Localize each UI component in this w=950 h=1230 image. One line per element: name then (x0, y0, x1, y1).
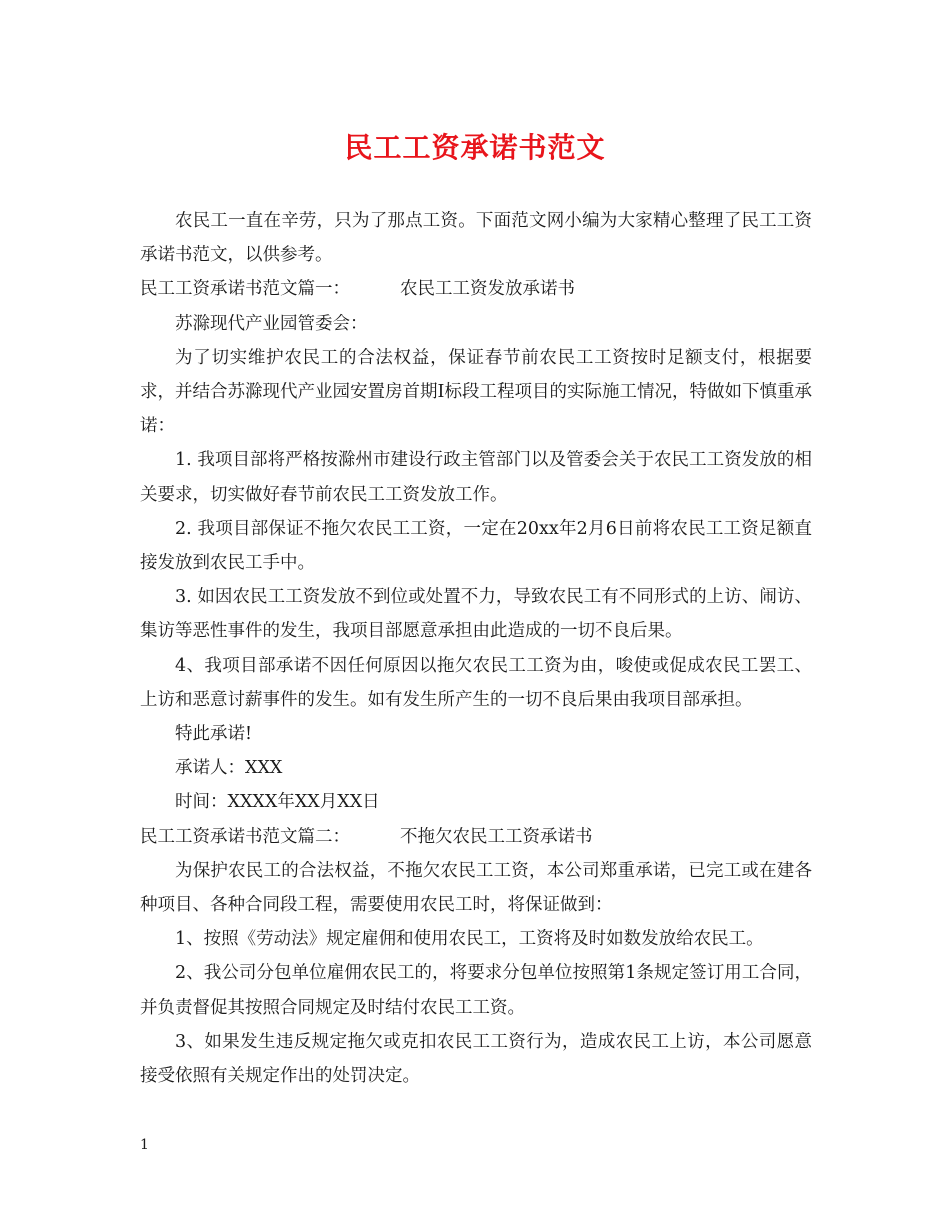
section-1-addressee: 苏滁现代产业园管委会： (175, 313, 368, 334)
intro-paragraph: 农民工一直在辛劳，只为了那点工资。下面范文网小编为大家精心整理了民工工资承诺书范文，以供参考。 (140, 211, 812, 266)
section-1-heading (140, 272, 812, 306)
section-1-item-2: 2. 我项目部保证不拖欠农民工工资，一定在20xx年2月6日前将农民工工资足额直接发放到农民工手中。 (140, 518, 812, 574)
section-2-item-1: 1、按照《劳动法》规定雇佣和使用农民工，工资将及时如数发放给农民工。 (175, 929, 764, 950)
section-1-title: 农民工工资发放承诺书 (400, 279, 575, 300)
section-1-preamble: 为了切实维护农民工的合法权益，保证春节前农民工工资按时足额支付，根据要求，并结合苏滁现代产业园安置房首期Ⅰ标段工程项目的实际施工情况，特做如下慎重承诺： (140, 347, 812, 437)
section-2-heading (140, 820, 812, 854)
section-1-signer: 承诺人：XXX (175, 758, 283, 779)
section-2-title: 不拖欠农民工工资承诺书 (400, 826, 593, 847)
section-1-closing: 特此承诺! (175, 724, 253, 745)
section-2-item-3: 3、如果发生违反规定拖欠或克扣农民工工资行为，造成农民工上访，本公司愿意接受依照有关规定作出的处罚决定。 (140, 1031, 812, 1087)
section-1-date: 时间：XXXX年XX月XX日 (175, 792, 380, 813)
section-1-item-3: 3. 如因农民工工资发放不到位或处置不力，导致农民工有不同形式的上访、闹访、集访等恶性事件的发生，我项目部愿意承担由此造成的一切不良后果。 (140, 587, 812, 642)
section-1-item-1: 1. 我项目部将严格按滁州市建设行政主管部门以及管委会关于农民工工资发放的相关要求，切实做好春节前农民工工资发放工作。 (140, 450, 812, 505)
page-number: 1 (140, 1137, 149, 1153)
section-2-preamble: 为保护农民工的合法权益，不拖欠农民工工资，本公司郑重承诺，已完工或在建各种项目、各种合同段工程，需要使用农民工时，将保证做到： (140, 860, 812, 916)
document-body (140, 204, 812, 1093)
section-2-label: 民工工资承诺书范文篇二： (140, 826, 350, 847)
section-2-item-2: 2、我公司分包单位雇佣农民工的，将要求分包单位按照第1条规定签订用工合同，并负责督促其按照合同规定及时结付农民工工资。 (140, 963, 812, 1018)
section-1-label: 民工工资承诺书范文篇一： (140, 279, 350, 300)
document-title: 民工工资承诺书范文 (344, 131, 606, 164)
section-1-item-4: 4、我项目部承诺不因任何原因以拖欠农民工工资为由，唆使或促成农民工罢工、上访和恶意讨薪事件的发生。如有发生所产生的一切不良后果由我项目部承担。 (140, 655, 812, 710)
